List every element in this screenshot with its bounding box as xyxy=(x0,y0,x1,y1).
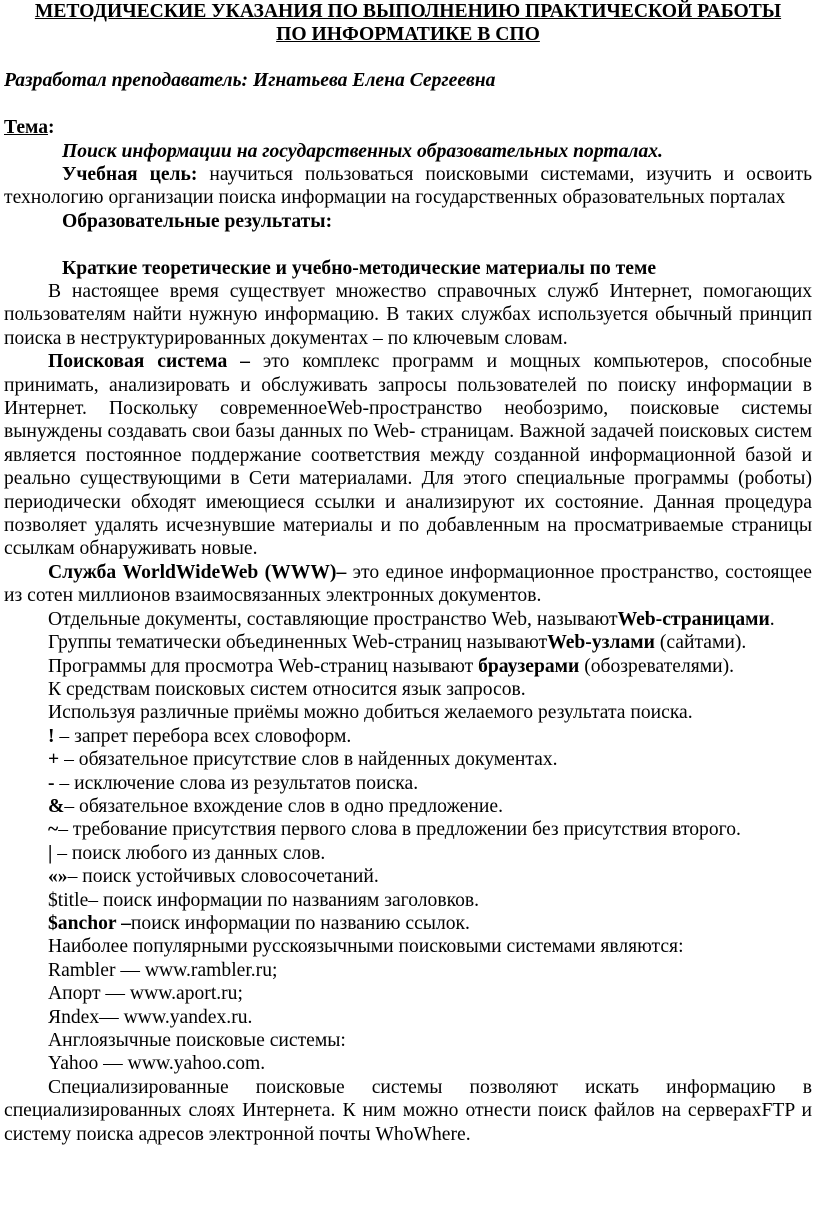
operator-item: «»– поиск устойчивых словосочетаний. xyxy=(48,866,379,888)
document-title-line-1: МЕТОДИЧЕСКИЕ УКАЗАНИЯ ПО ВЫПОЛНЕНИЮ ПРАКТИЧЕСКОЙ РАБОТЫ xyxy=(34,1,782,22)
techniques-line: Используя различные приёмы можно добиться желаемого результата поиска. xyxy=(48,702,693,724)
en-engines-intro: Англоязычные поисковые системы: xyxy=(48,1030,346,1052)
search-system-term: Поисковая система – xyxy=(48,351,250,373)
browsers-paragraph: Программы для просмотра Web-страниц называют браузерами (обозревателями). xyxy=(48,655,735,677)
topic-label-line: Тема: xyxy=(4,117,55,139)
paragraph-intro: В настоящее время существует множество справочных служб Интернет, помогающих пользователям найти нужную информацию. В таких службах используется обычный принцип поиска в неструктурированных документах – по ключевым словам. xyxy=(4,281,812,349)
www-paragraph: Служба WorldWideWeb (WWW)– это единое информационное пространство, состоящее из сотен миллионов взаимосвязанных электронных документов. xyxy=(4,561,812,607)
operator-item: &– обязательное вхождение слов в одно предложение. xyxy=(48,795,503,817)
operator-item: ~– требование присутствия первого слова в предложении без присутствия второго. xyxy=(48,819,741,841)
operator-item: | – поиск любого из данных слов. xyxy=(48,842,326,864)
topic-label: Тема xyxy=(4,117,49,139)
topic-text: Поиск информации на государственных образовательных порталах. xyxy=(62,140,663,162)
operator-item: - – исключение слова из результатов поиска. xyxy=(48,772,419,794)
ru-engines-intro: Наиболее популярными русскоязычными поисковыми системами являются: xyxy=(48,936,684,958)
theory-heading: Краткие теоретические и учебно-методические материалы по теме xyxy=(62,257,657,279)
outcomes-label: Образовательные результаты: xyxy=(62,210,333,232)
ru-engine-item: Апорт — www.aport.ru; xyxy=(48,983,243,1005)
operator-list xyxy=(4,725,812,936)
operator-item: $title– поиск информации по названиям заголовков. xyxy=(48,889,480,911)
document-title-line-2: ПО ИНФОРМАТИКЕ В СПО xyxy=(276,24,540,45)
websites-paragraph: Группы тематически объединенных Web-страниц называютWeb-узлами (сайтами). xyxy=(48,632,747,654)
specialized-paragraph: Специализированные поисковые системы позволяют искать информацию в специализированных слоях Интернета. К ним можно отнести поиск файлов на серверахFTP и систему поиска адресов электронной почты WhoWhere. xyxy=(4,1076,812,1145)
en-engine-item: Yahoo — www.yahoo.com. xyxy=(48,1053,266,1075)
goal-text: научиться пользоваться поисковыми системами, изучить и освоить технологию организации поиска информации на государственных образовательных порталах xyxy=(4,164,813,209)
www-term: Служба WorldWideWeb (WWW)– xyxy=(48,561,347,583)
operator-item: + – обязательное присутствие слов в найденных документах. xyxy=(48,749,558,771)
goal-label: Учебная цель: xyxy=(62,164,198,185)
query-language-line: К средствам поисковых систем относится язык запросов. xyxy=(48,678,526,700)
author-line: Разработал преподаватель: Игнатьева Елена Сергеевна xyxy=(4,70,496,92)
operator-item: ! – запрет перебора всех словоформ. xyxy=(48,725,352,747)
webpages-paragraph: Отдельные документы, составляющие пространство Web, называютWeb-страницами. xyxy=(48,608,775,630)
search-system-paragraph: Поисковая система – это комплекс программ и мощных компьютеров, способные принимать, анализировать и обслуживать запросы пользователей по поиску информации в Интернет. Поскольку современноеWeb-пространство необозримо, поисковые системы вынуждены создавать свои базы данных по Web- страницам. Важной задачей поисковых систем является постоянное поддержание соответствия между созданной информационной базой и реально существующими в Сети материалами. Для этого специальные программы (роботы) периодически обходят имеющиеся ссылки и анализируют их состояние. Данная процедура позволяет удалять исчезнувшие материалы и по добавленным на просматриваемые страницы ссылкам обнаруживать новые. xyxy=(4,351,812,560)
ru-engine-item: Яndex— www.yandex.ru. xyxy=(48,1006,253,1028)
browsers-term: браузерами xyxy=(478,655,580,677)
websites-term: Web-узлами xyxy=(547,632,655,654)
webpages-term: Web-страницами xyxy=(617,608,770,630)
ru-engine-item: Rambler — www.rambler.ru; xyxy=(48,959,278,981)
goal-paragraph xyxy=(4,163,812,210)
operator-item: $anchor –поиск информации по названию ссылок. xyxy=(48,912,470,934)
